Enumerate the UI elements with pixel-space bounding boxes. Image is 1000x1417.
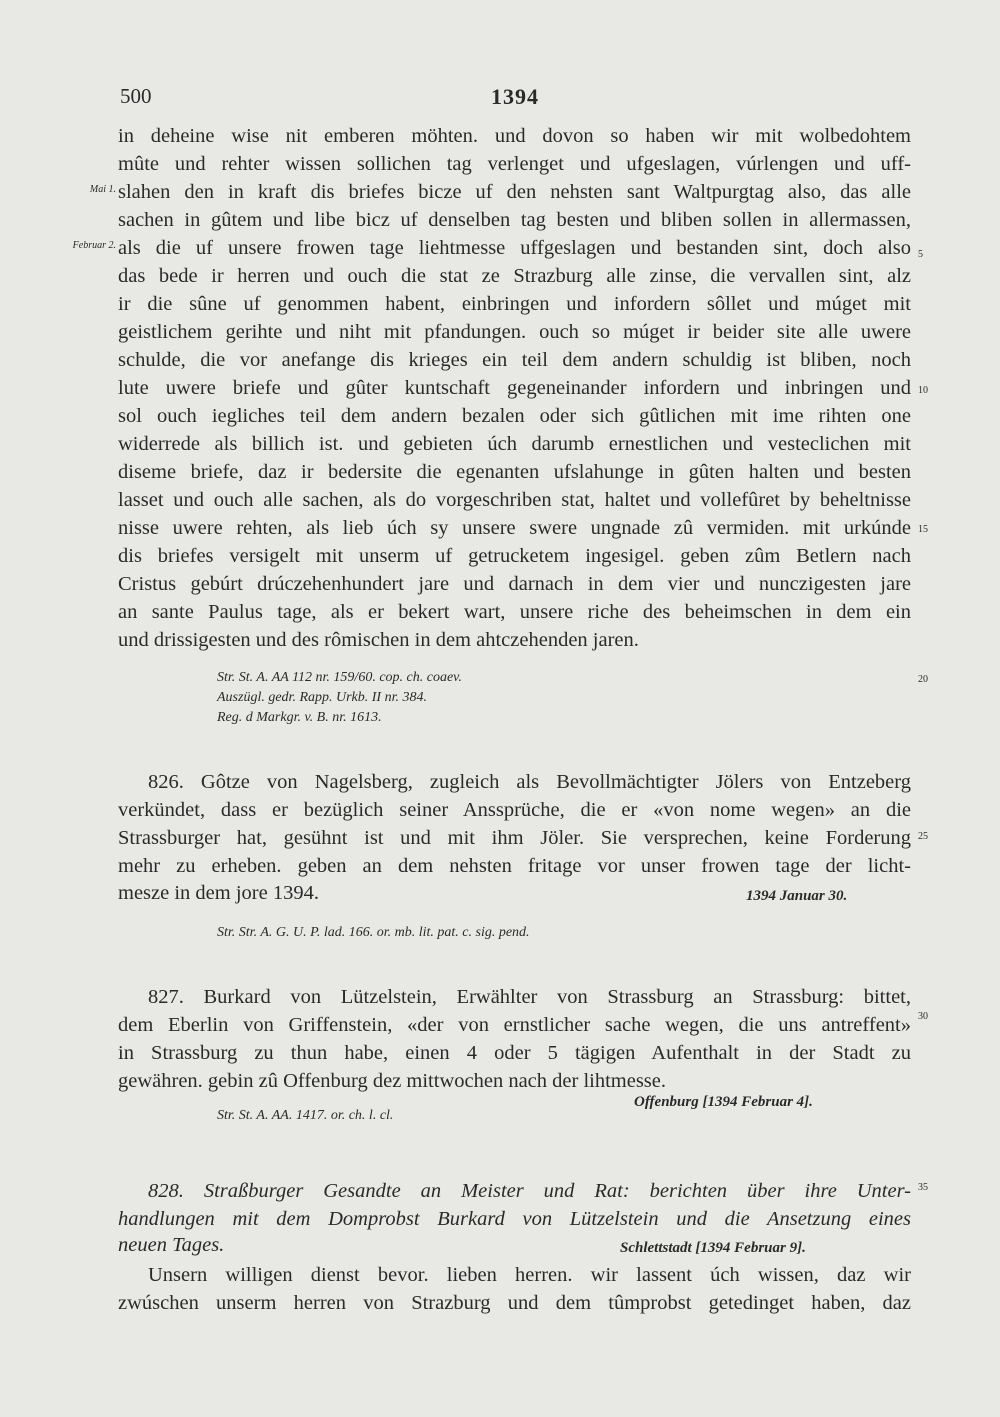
text-line: slahen den in kraft dis briefes bicze uf den nehsten sant Waltpurgtag also, das alle (118, 181, 911, 203)
text-line: nisse uwere rehten, als lieb úch sy unsere swere ungnade zû vermiden. mit urkúnde (118, 517, 911, 539)
entry-828-line: 828. Straßburger Gesandte an Meister und Rat: berichten über ihre Unter- (148, 1180, 911, 1202)
line-number: 25 (918, 831, 928, 842)
entry-827-line: dem Eberlin von Griffenstein, «der von ernstlicher sache wegen, die uns antreffent» (118, 1014, 911, 1036)
text-line: lasset und ouch alle sachen, als do vorgeschriben stat, haltet und vollefûret by beheltnisse (118, 489, 911, 511)
text-line: dis briefes versigelt mit unserm uf getrucketem ingesigel. geben zûm Betlern nach (118, 545, 911, 567)
entry-828-body-line: zwúschen unserm herren von Strazburg und dem tûmprobst getedinget haben, daz (118, 1292, 911, 1314)
text-line: widerrede als billich ist. und gebieten úch darumb ernestlichen und vesteclichen mit (118, 433, 911, 455)
entry-826-line: mesze in dem jore 1394. (118, 882, 319, 904)
entry-826-line: verkündet, dass er bezüglich seiner Anssprüche, die er «von nome wegen» an die (118, 799, 911, 821)
text-line: schulde, die vor anefange dis krieges ein teil dem andern schuldig ist bliben, noch (118, 349, 911, 371)
text-line: sachen in gûtem und libe bicz uf denselben tag besten und bliben sollen in allermassen, (118, 209, 911, 231)
line-number: 5 (918, 249, 923, 260)
entry-826-line: mehr zu erheben. geben an dem nehsten fritage vor unser frowen tage der licht- (118, 855, 911, 877)
entry-827-line: in Strassburg zu thun habe, einen 4 oder 5 tägigen Aufenthalt in der Stadt zu (118, 1042, 911, 1064)
entry-827-date: Offenburg [1394 Februar 4]. (634, 1094, 813, 1110)
entry-828-date: Schlettstadt [1394 Februar 9]. (620, 1240, 806, 1256)
source-note: Reg. d Markgr. v. B. nr. 1613. (217, 710, 382, 725)
entry-828-body-line: Unsern willigen dienst bevor. lieben herren. wir lassent úch wissen, daz wir (148, 1264, 911, 1286)
entry-827-line: gewähren. gebin zû Offenburg dez mittwochen nach der lihtmesse. (118, 1070, 667, 1092)
text-line: sol ouch iegliches teil dem andern bezalen oder sich gûtlichen mit ime rihten one (118, 405, 911, 427)
entry-827-line: 827. Burkard von Lützelstein, Erwählter von Strassburg an Strassburg: bittet, (148, 986, 911, 1008)
line-number: 20 (918, 674, 928, 685)
entry-826-line: Strassburger hat, gesühnt ist und mit ihm Jöler. Sie versprechen, keine Forderung (118, 827, 911, 849)
text-line: lute uwere briefe und gûter kuntschaft gegeneinander infordern und inbringen und (118, 377, 911, 399)
margin-date-mai: Mai 1. (89, 184, 116, 195)
text-line: und drissigesten und des rômischen in dem ahtczehenden jaren. (118, 629, 639, 651)
page-number: 500 (120, 84, 152, 108)
text-line: ir die sûne uf genommen habent, einbringen und infordern sôllet und múget mit (118, 293, 911, 315)
text-line: das bede ir herren und ouch die stat ze Strazburg alle zinse, die vervallen sint, alz (118, 265, 911, 287)
running-year: 1394 (491, 84, 539, 109)
text-line: Cristus gebúrt drúczehenhundert jare und darnach in dem vier und nunczigesten jare (118, 573, 911, 595)
line-number: 10 (918, 385, 928, 396)
text-line: diseme briefe, daz ir bedersite die egenanten ufslahunge in gûten halten und besten (118, 461, 911, 483)
source-note: Str. St. A. AA 112 nr. 159/60. cop. ch. coaev. (217, 670, 462, 685)
entry-828-line: handlungen mit dem Domprobst Burkard von Lützelstein und die Ansetzung eines (118, 1208, 911, 1230)
text-line: als die uf unsere frowen tage liehtmesse uffgeslagen und bestanden sint, doch also (118, 237, 911, 259)
source-note: Auszügl. gedr. Rapp. Urkb. II nr. 384. (217, 690, 427, 705)
line-number: 30 (918, 1011, 928, 1022)
text-line: in deheine wise nit emberen möhten. und dovon so haben wir mit wolbedohtem (118, 125, 911, 147)
entry-826-source: Str. Str. A. G. U. P. lad. 166. or. mb. lit. pat. c. sig. pend. (217, 925, 530, 940)
text-line: mûte und rehter wissen sollichen tag verlenget und ufgeslagen, vúrlengen und uff- (118, 153, 911, 175)
line-number: 15 (918, 524, 928, 535)
entry-826-date: 1394 Januar 30. (746, 888, 848, 904)
text-line: an sante Paulus tage, als er bekert wart, unsere riche des beheimschen in dem ein (118, 601, 911, 623)
entry-828-line: neuen Tages. (118, 1234, 225, 1256)
text-line: geistlichem gerihte und niht mit pfandungen. ouch so múget ir beider site alle uwere (118, 321, 911, 343)
line-number: 35 (918, 1182, 928, 1193)
entry-827-source: Str. St. A. AA. 1417. or. ch. l. cl. (217, 1108, 394, 1123)
margin-date-februar: Februar 2. (72, 240, 116, 251)
entry-826-line: 826. Gôtze von Nagelsberg, zugleich als Bevollmächtigter Jölers von Entzeberg (148, 771, 911, 793)
